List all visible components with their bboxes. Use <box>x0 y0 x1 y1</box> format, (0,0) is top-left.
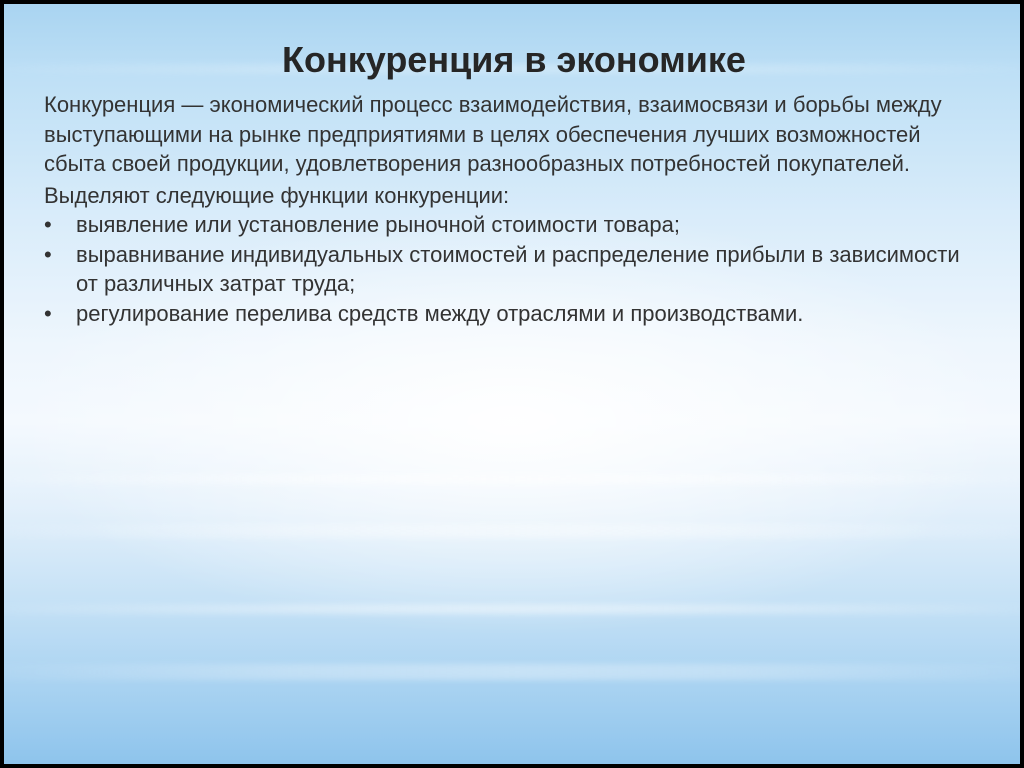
bullet-icon: • <box>44 212 52 237</box>
bullet-icon: • <box>44 300 52 326</box>
list-item <box>44 299 984 329</box>
light-streak <box>4 604 1020 614</box>
slide-content <box>44 34 984 328</box>
list-item <box>44 240 984 299</box>
functions-intro: Выделяют следующие функции конкуренции: <box>44 182 510 208</box>
list-item-text: выявление или установление рыночной стоимости товара; <box>76 212 680 237</box>
light-streak <box>4 664 1020 680</box>
list-item-text: регулирование перелива средств между отраслями и производствами. <box>76 300 804 326</box>
functions-list <box>44 210 984 328</box>
bullet-icon: • <box>44 241 52 267</box>
light-streak <box>4 474 1020 484</box>
list-item-text: выравнивание индивидуальных стоимостей и распределение прибыли в зависимости от различных затрат труда; <box>76 241 960 296</box>
slide-background <box>4 4 1020 764</box>
definition-paragraph: Конкуренция — экономический процесс взаимодействия, взаимосвязи и борьбы между выступающими на рынке предприятиями в целях обеспечения лучших возможностей сбыта своей продукции, удовлетворения разнообразных потребностей покупателей. <box>44 92 942 176</box>
light-streak <box>4 524 1020 538</box>
list-item <box>44 210 984 240</box>
slide-title: Конкуренция в экономике <box>282 39 746 80</box>
